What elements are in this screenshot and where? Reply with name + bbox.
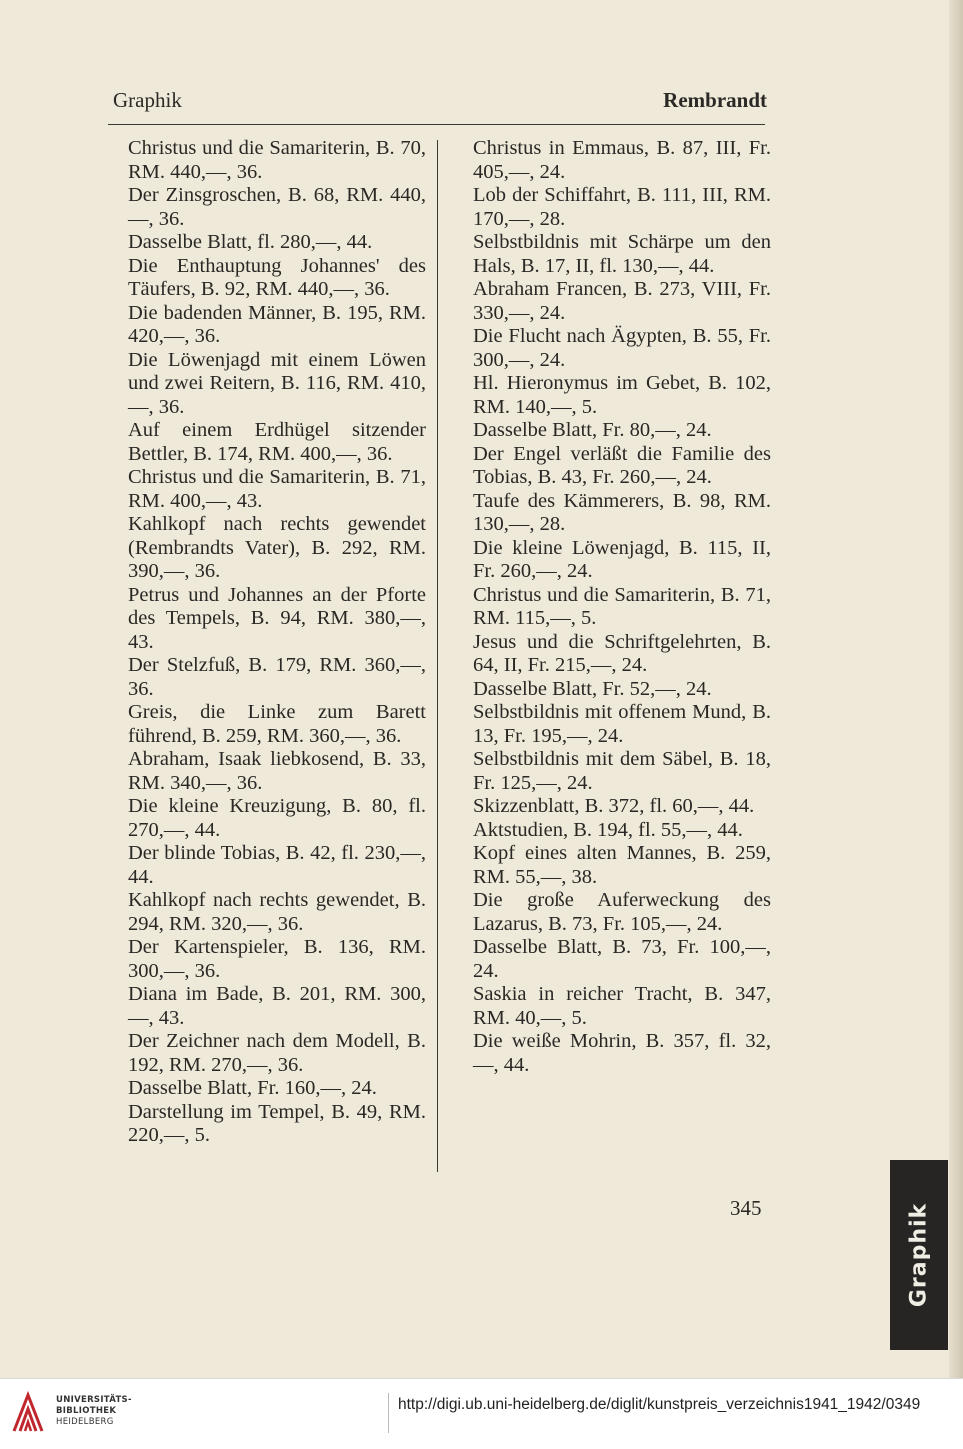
list-item: Die große Auferweckung des Lazarus, B. 73, Fr. 105,—, 24. <box>473 889 771 935</box>
list-item: Saskia in reicher Tracht, B. 347, RM. 40,—, 5. <box>473 983 771 1029</box>
library-name: UNIVERSITÄTS- BIBLIOTHEK HEIDELBERG <box>56 1395 132 1427</box>
library-logo-icon <box>10 1391 46 1435</box>
list-item: Dasselbe Blatt, Fr. 80,—, 24. <box>473 419 712 441</box>
list-item: Lob der Schiffahrt, B. 111, III, RM. 170,—, 28. <box>473 184 771 230</box>
permalink-url[interactable]: http://digi.ub.uni-heidelberg.de/diglit/kunstpreis_verzeichnis1941_1942/0349 <box>398 1396 921 1413</box>
list-item: Aktstudien, B. 194, fl. 55,—, 44. <box>473 818 743 841</box>
list-item: Darstellung im Tempel, B. 49, RM. 220,—, 5. <box>128 1100 426 1146</box>
list-item: Die Flucht nach Ägypten, B. 55, Fr. 300,—, 24. <box>473 325 771 371</box>
list-item: Die Löwenjagd mit einem Löwen und zwei Reitern, B. 116, RM. 410,—, 36. <box>128 348 426 418</box>
list-item: Skizzenblatt, B. 372, fl. 60,—, 44. <box>473 795 755 817</box>
page-number: 345 <box>730 1196 762 1220</box>
list-item: Die Enthauptung Johannes' des Täufers, B. 92, RM. 440,—, 36. <box>128 254 426 300</box>
list-item: Taufe des Kämmerers, B. 98, RM. 130,—, 28. <box>473 489 771 535</box>
footer-bar <box>0 1378 963 1449</box>
list-item: Der Stelzfuß, B. 179, RM. 360,—, 36. <box>128 654 426 700</box>
list-item: Der Zeichner nach dem Modell, B. 192, RM. 270,—, 36. <box>128 1030 426 1076</box>
left-column <box>128 137 426 1148</box>
side-tab-label: Graphik <box>906 1202 932 1308</box>
list-item: Die weiße Mohrin, B. 357, fl. 32,—, 44. <box>473 1030 771 1076</box>
list-item: Dasselbe Blatt, Fr. 52,—, 24. <box>473 677 712 700</box>
list-item: Abraham, Isaak liebkosend, B. 33, RM. 340,—, 36. <box>128 748 426 794</box>
list-item: Der Engel verläßt die Familie des Tobias, B. 43, Fr. 260,—, 24. <box>473 442 771 488</box>
column-divider <box>437 140 438 1172</box>
list-item: Dasselbe Blatt, fl. 280,—, 44. <box>128 231 373 253</box>
list-item: Dasselbe Blatt, Fr. 160,—, 24. <box>128 1077 377 1099</box>
list-item: Selbstbildnis mit dem Säbel, B. 18, Fr. 125,—, 24. <box>473 748 771 794</box>
header-rule <box>108 124 765 125</box>
list-item: Abraham Francen, B. 273, VIII, Fr. 330,—, 24. <box>473 278 771 324</box>
list-item: Kopf eines alten Mannes, B. 259, RM. 55,—, 38. <box>473 842 771 888</box>
list-item: Kahlkopf nach rechts gewendet, B. 294, RM. 320,—, 36. <box>128 889 426 935</box>
list-item: Christus und die Samariterin, B. 70, RM. 440,—, 36. <box>128 137 426 183</box>
right-column <box>473 137 771 1077</box>
list-item: Christus in Emmaus, B. 87, III, Fr. 405,—, 24. <box>473 137 771 183</box>
list-item: Christus und die Samariterin, B. 71, RM. 115,—, 5. <box>473 583 771 629</box>
running-header-left: Graphik <box>113 88 182 112</box>
list-item: Selbstbildnis mit Schärpe um den Hals, B. 17, II, fl. 130,—, 44. <box>473 231 771 277</box>
list-item: Die kleine Kreuzigung, B. 80, fl. 270,—, 44. <box>128 795 426 841</box>
list-item: Kahlkopf nach rechts gewendet (Rembrandts Vater), B. 292, RM. 390,—, 36. <box>128 513 426 582</box>
list-item: Hl. Hieronymus im Gebet, B. 102, RM. 140,—, 5. <box>473 372 771 418</box>
list-item: Christus und die Samariterin, B. 71, RM. 400,—, 43. <box>128 466 426 512</box>
list-item: Der Kartenspieler, B. 136, RM. 300,—, 36. <box>128 936 426 982</box>
side-tab <box>890 1160 948 1350</box>
list-item: Dasselbe Blatt, B. 73, Fr. 100,—, 24. <box>473 936 771 982</box>
list-item: Greis, die Linke zum Barett führend, B. 259, RM. 360,—, 36. <box>128 701 426 747</box>
running-header-right: Rembrandt <box>663 88 767 112</box>
list-item: Jesus und die Schriftgelehrten, B. 64, II, Fr. 215,—, 24. <box>473 630 771 676</box>
list-item: Selbstbildnis mit offenem Mund, B. 13, Fr. 195,—, 24. <box>473 701 771 747</box>
list-item: Diana im Bade, B. 201, RM. 300,—, 43. <box>128 983 426 1029</box>
footer-divider <box>388 1393 389 1433</box>
list-item: Die badenden Männer, B. 195, RM. 420,—, 36. <box>128 301 426 347</box>
list-item: Petrus und Johannes an der Pforte des Tempels, B. 94, RM. 380,—, 43. <box>128 583 426 653</box>
list-item: Der Zinsgroschen, B. 68, RM. 440,—, 36. <box>128 184 426 230</box>
scan-edge <box>949 0 963 1378</box>
list-item: Auf einem Erdhügel sitzender Bettler, B. 174, RM. 400,—, 36. <box>128 419 426 465</box>
list-item: Der blinde Tobias, B. 42, fl. 230,—, 44. <box>128 842 426 888</box>
list-item: Die kleine Löwenjagd, B. 115, II, Fr. 260,—, 24. <box>473 536 771 582</box>
